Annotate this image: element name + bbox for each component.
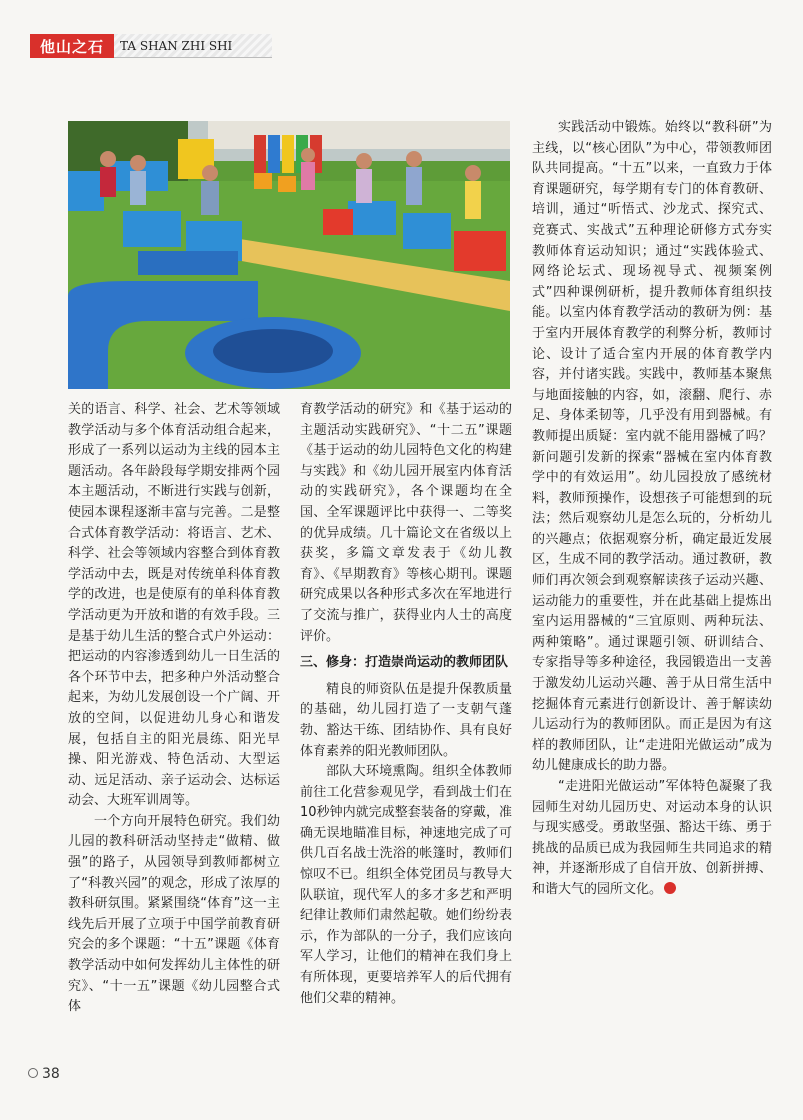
section-tag-cn: 他山之石 bbox=[30, 34, 114, 58]
paragraph: 精良的师资队伍是提升保教质量的基础，幼儿园打造了一支朝气蓬勃、豁达干练、团结协作、具有良好体育素养的阳光教师团队。 bbox=[300, 681, 512, 759]
page-dot-icon bbox=[28, 1068, 38, 1078]
children-playground-photo bbox=[68, 121, 510, 389]
section-header bbox=[30, 34, 272, 58]
section-heading: 三、修身：打造崇尚运动的教师团队 bbox=[300, 655, 509, 671]
paragraph: 关的语言、科学、社会、艺术等领域教学活动与多个体育活动组合起来，形成了一系列以运动为主线的园本主题活动。各年龄段每学期安排两个园本主题活动，不断进行实践与创新，使园本课程逐渐丰富与完善。二是整合式体育教学活动：将语言、艺术、科学、社会等领域内容整合到体育教学活动中去，既是对传统单科体育教学的改进，也是使原有的单科体育教学活动更为开放和谐的有效手段。三是基于幼儿生活的整合式户外运动：把运动的内容渗透到幼儿一日生活的各个环节中去，把多种户外活动整合起来，为幼儿发展创设一个广阔、开放的空间，以促进幼儿身心和谐发展，包括自主的阳光晨练、阳光早操、阳光游戏、特色活动、大型运动、远足活动、亲子运动会、达标运动会、大班军训周等。 bbox=[68, 402, 280, 809]
page-number-text: 38 bbox=[42, 1066, 60, 1082]
paragraph: 部队大环境熏陶。组织全体教师前往工化营参观见学，看到战士们在10秒钟内就完成整套装备的穿戴，准确无误地瞄准目标，神速地完成了可供几百名战士洗浴的帐篷时，教师们惊叹不已。组织全体党团员与教导大队联谊，现代军人的多才多艺和严明纪律让教师们肃然起敬。她们纷纷表示，作为部队的一分子，我们应该向军人学习，让他们的精神在我们身上有所体现，更要培养军人的后代拥有他们父辈的精神。 bbox=[300, 764, 512, 1006]
text-column-2 bbox=[300, 400, 512, 1009]
text-column-1 bbox=[68, 400, 280, 1018]
paragraph-text: “走进阳光做运动”军体特色凝聚了我园师生对幼儿园历史、对运动本身的认识与现实感受。勇敢坚强、豁达干练、勇于挑战的品质已成为我园师生共同追求的精神，并逐渐形成了自信开放、创新拼搏、和谐大气的园所文化。 bbox=[532, 779, 772, 897]
paragraph: 育教学活动的研究》和《基于运动的主题活动实践研究》、“十二五”课题《基于运动的幼儿园特色文化的构建与实践》和《幼儿园开展室内体育活动的实践研究》，各个课题均在全国、全军课题评比中获得一、二等奖的优异成绩。几十篇论文在省级以上获奖，多篇文章发表于《幼儿教育》、《早期教育》等核心期刊。课题研究成果以各种形式多次在军地进行了交流与推广，获得业内人士的高度评价。 bbox=[300, 402, 512, 644]
end-mark-icon bbox=[664, 882, 676, 894]
paragraph: 一个方向开展特色研究。我们幼儿园的教科研活动坚持走“做精、做强”的路子，从园领导到教师都树立了“科教兴园”的观念，形成了浓厚的教科研氛围。紧紧围绕“体育”这一主线先后开展了立项于中国学前教育研究会的多个课题：“十五”课题《体育教学活动中如何发挥幼儿主体性的研究》、“十一五”课题《幼儿园整合式体 bbox=[68, 813, 280, 1015]
text-column-3 bbox=[532, 118, 772, 901]
paragraph: 实践活动中锻炼。始终以“教科研”为主线，以“核心团队”为中心，带领教师团队共同提高。“十五”以来，一直致力于体育课题研究，每学期有专门的体育教研、培训，通过“听悟式、沙龙式、探究式、竞赛式、实战式”五种理论研修方式夯实教师体育运动知识；通过“实践体验式、网络论坛式、现场视导式、视频案例式”四种课例研析，提升教师体育组织技能。以室内体育教学活动的教研为例：基于室内开展体育教学的利弊分析，教师讨论、设计了适合室内开展的体育教学内容，并付诸实践。实践中，教师基本聚焦与地面接触的内容，如，滚翻、爬行、赤足、身体柔韧等，几乎没有用到器械。有教师提出质疑：室内就不能用器械了吗？新问题引发新的探索“器械在室内体育教学中的有效运用”。幼儿园投放了感统材料，教师预操作，设想孩子可能想到的玩法；然后观察幼儿是怎么玩的，分析幼儿的兴趣点；依据观察分析，确定最近发展区，生成不同的教学活动。通过教研，教师们再次领会到观察解读孩子运动兴趣、运动能力的重要性，并在此基础上提炼出室内运用器械的“三宜原则、两种玩法、两种策略”。通过课题引领、研训结合、专家指导等多种途径，我园锻造出一支善于激发幼儿运动兴趣、善于从日常生活中挖掘体育元素进行创新设计、善于解读幼儿运动行为的教师团队。而正是因为有这样的教师团队，让“走进阳光做运动”成为幼儿健康成长的助力器。 bbox=[532, 120, 772, 774]
photo-children-playground bbox=[68, 121, 510, 389]
paragraph bbox=[532, 777, 772, 901]
page-number bbox=[28, 1066, 60, 1082]
section-tag-en: TA SHAN ZHI SHI bbox=[114, 34, 272, 58]
